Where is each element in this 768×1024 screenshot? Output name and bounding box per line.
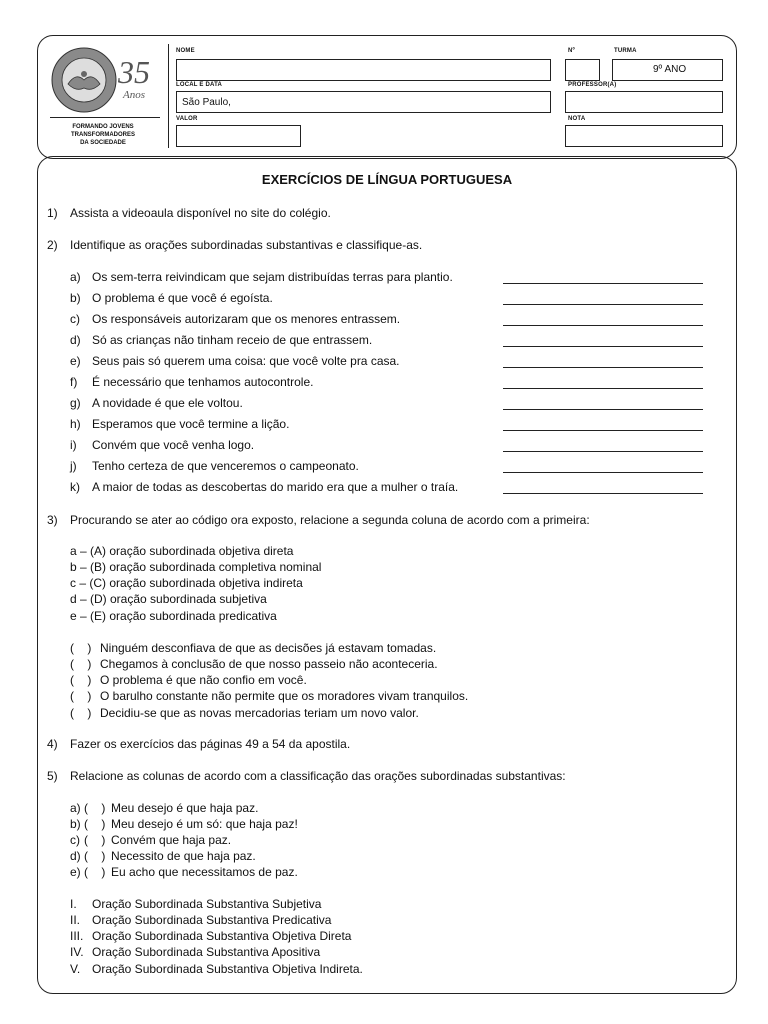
q4-number: 4): [47, 737, 58, 751]
q3-code: c – (C) oração subordinada objetiva indireta: [70, 576, 303, 590]
q3-answer-paren[interactable]: ( ): [70, 641, 92, 655]
q2-item-letter: k): [70, 480, 80, 494]
q2-item-text: É necessário que tenhamos autocontrole.: [92, 375, 314, 389]
logo-motto-1: FORMANDO JOVENS: [72, 124, 134, 130]
q5-answer-paren[interactable]: ( ): [84, 801, 106, 815]
label-nome: NOME: [176, 48, 195, 54]
q3-sentence: O barulho constante não permite que os moradores vivam tranquilos.: [100, 689, 469, 703]
label-professor: PROFESSOR(A): [568, 82, 617, 88]
q5-class-text: Oração Subordinada Substantiva Predicativa: [92, 913, 332, 927]
q3-sentence: Ninguém desconfiava de que as decisões já estavam tomadas.: [100, 641, 437, 655]
q3-code: e – (E) oração subordinada predicativa: [70, 609, 277, 623]
q3-code: d – (D) oração subordinada subjetiva: [70, 592, 267, 606]
field-nome[interactable]: [176, 59, 551, 81]
q2-number: 2): [47, 238, 58, 252]
q5-item-text: Eu acho que necessitamos de paz.: [111, 865, 298, 879]
q5-class-roman: IV.: [70, 945, 84, 959]
q2-answer-line[interactable]: [503, 325, 703, 326]
label-local-data: LOCAL E DATA: [176, 82, 223, 88]
q5-class-roman: II.: [70, 913, 81, 927]
q5-item-letter: b): [70, 817, 81, 831]
q3-answer-paren[interactable]: ( ): [70, 657, 92, 671]
q5-number: 5): [47, 769, 58, 783]
q2-item-letter: j): [70, 459, 77, 473]
logo-motto-3: DA SOCIEDADE: [80, 140, 126, 146]
q5-class-roman: V.: [70, 962, 81, 976]
q2-item-letter: b): [70, 291, 81, 305]
q2-item-text: Esperamos que você termine a lição.: [92, 417, 290, 431]
q2-answer-line[interactable]: [503, 367, 703, 368]
q2-answer-line[interactable]: [503, 346, 703, 347]
q2-item-letter: e): [70, 354, 81, 368]
q5-item-letter: a): [70, 801, 81, 815]
q2-item-letter: d): [70, 333, 81, 347]
field-nota[interactable]: [565, 125, 723, 147]
q5-class-roman: III.: [70, 929, 84, 943]
q2-item-text: Os sem-terra reivindicam que sejam distribuídas terras para plantio.: [92, 270, 453, 284]
q2-item-text: A novidade é que ele voltou.: [92, 396, 243, 410]
q3-answer-paren[interactable]: ( ): [70, 673, 92, 687]
q2-item-letter: i): [70, 438, 77, 452]
q3-answer-paren[interactable]: ( ): [70, 706, 92, 720]
q5-answer-paren[interactable]: ( ): [84, 849, 106, 863]
q5-item-text: Necessito de que haja paz.: [111, 849, 256, 863]
q3-text: Procurando se ater ao código ora exposto, relacione a segunda coluna de acordo com a primeira:: [70, 513, 590, 527]
q5-class-text: Oração Subordinada Substantiva Objetiva Direta: [92, 929, 352, 943]
q3-number: 3): [47, 513, 58, 527]
field-local-data[interactable]: São Paulo,: [176, 91, 551, 113]
q5-item-letter: c): [70, 833, 80, 847]
q2-item-text: A maior de todas as descobertas do marido era que a mulher o traía.: [92, 480, 459, 494]
field-professor[interactable]: [565, 91, 723, 113]
q5-class-text: Oração Subordinada Substantiva Apositiva: [92, 945, 321, 959]
q5-item-text: Meu desejo é que haja paz.: [111, 801, 259, 815]
q2-answer-line[interactable]: [503, 472, 703, 473]
q5-item-letter: d): [70, 849, 81, 863]
anniversary-word: Anos: [123, 89, 145, 101]
q4-text: Fazer os exercícios das páginas 49 a 54 da apostila.: [70, 737, 351, 751]
school-logo: [48, 44, 158, 116]
q2-item-text: Convém que você venha logo.: [92, 438, 255, 452]
logo-motto-2: TRANSFORMADORES: [71, 132, 135, 138]
q5-answer-paren[interactable]: ( ): [84, 833, 106, 847]
q2-item-letter: f): [70, 375, 78, 389]
q2-answer-line[interactable]: [503, 409, 703, 410]
q5-item-letter: e): [70, 865, 81, 879]
label-numero: Nº: [568, 48, 575, 54]
q5-answer-paren[interactable]: ( ): [84, 817, 106, 831]
q3-code: a – (A) oração subordinada objetiva direta: [70, 544, 294, 558]
q2-item-letter: a): [70, 270, 81, 284]
q2-answer-line[interactable]: [503, 493, 703, 494]
q5-class-text: Oração Subordinada Substantiva Subjetiva: [92, 897, 322, 911]
label-valor: VALOR: [176, 116, 198, 122]
q3-answer-paren[interactable]: ( ): [70, 689, 92, 703]
q3-sentence: Decidiu-se que as novas mercadorias teriam um novo valor.: [100, 706, 419, 720]
label-nota: NOTA: [568, 116, 586, 122]
q2-answer-line[interactable]: [503, 304, 703, 305]
logo-underline: [50, 117, 160, 118]
page-title: EXERCÍCIOS DE LÍNGUA PORTUGUESA: [261, 172, 513, 187]
q2-item-letter: g): [70, 396, 81, 410]
q3-code: b – (B) oração subordinada completiva nominal: [70, 560, 322, 574]
q2-answer-line[interactable]: [503, 283, 703, 284]
q1-text: Assista a videoaula disponível no site do colégio.: [70, 206, 331, 220]
q2-item-text: Só as crianças não tinham receio de que entrassem.: [92, 333, 373, 347]
q5-class-text: Oração Subordinada Substantiva Objetiva Indireta.: [92, 962, 363, 976]
q2-answer-line[interactable]: [503, 451, 703, 452]
q5-item-text: Meu desejo é um só: que haja paz!: [111, 817, 298, 831]
q2-answer-line[interactable]: [503, 430, 703, 431]
q2-item-text: O problema é que você é egoísta.: [92, 291, 273, 305]
field-turma[interactable]: 9º ANO: [612, 59, 723, 81]
q2-item-text: Tenho certeza de que venceremos o campeonato.: [92, 459, 359, 473]
anniversary-number: 35: [118, 54, 150, 90]
q2-item-letter: c): [70, 312, 80, 326]
q2-text: Identifique as orações subordinadas substantivas e classifique-as.: [70, 238, 423, 252]
q1-number: 1): [47, 206, 58, 220]
q5-text: Relacione as colunas de acordo com a classificação das orações subordinadas substantivas:: [70, 769, 566, 783]
q3-sentence: O problema é que não confio em você.: [100, 673, 307, 687]
q2-item-text: Os responsáveis autorizaram que os menores entrassem.: [92, 312, 401, 326]
field-valor[interactable]: [176, 125, 301, 147]
q3-sentence: Chegamos à conclusão de que nosso passeio não aconteceria.: [100, 657, 438, 671]
q2-item-letter: h): [70, 417, 81, 431]
header-divider: [168, 44, 169, 148]
q2-answer-line[interactable]: [503, 388, 703, 389]
q5-class-roman: I.: [70, 897, 77, 911]
q2-item-text: Seus pais só querem uma coisa: que você volte pra casa.: [92, 354, 400, 368]
q5-item-text: Convém que haja paz.: [111, 833, 232, 847]
q5-answer-paren[interactable]: ( ): [84, 865, 106, 879]
label-turma: TURMA: [614, 48, 637, 54]
field-numero[interactable]: [565, 59, 600, 81]
